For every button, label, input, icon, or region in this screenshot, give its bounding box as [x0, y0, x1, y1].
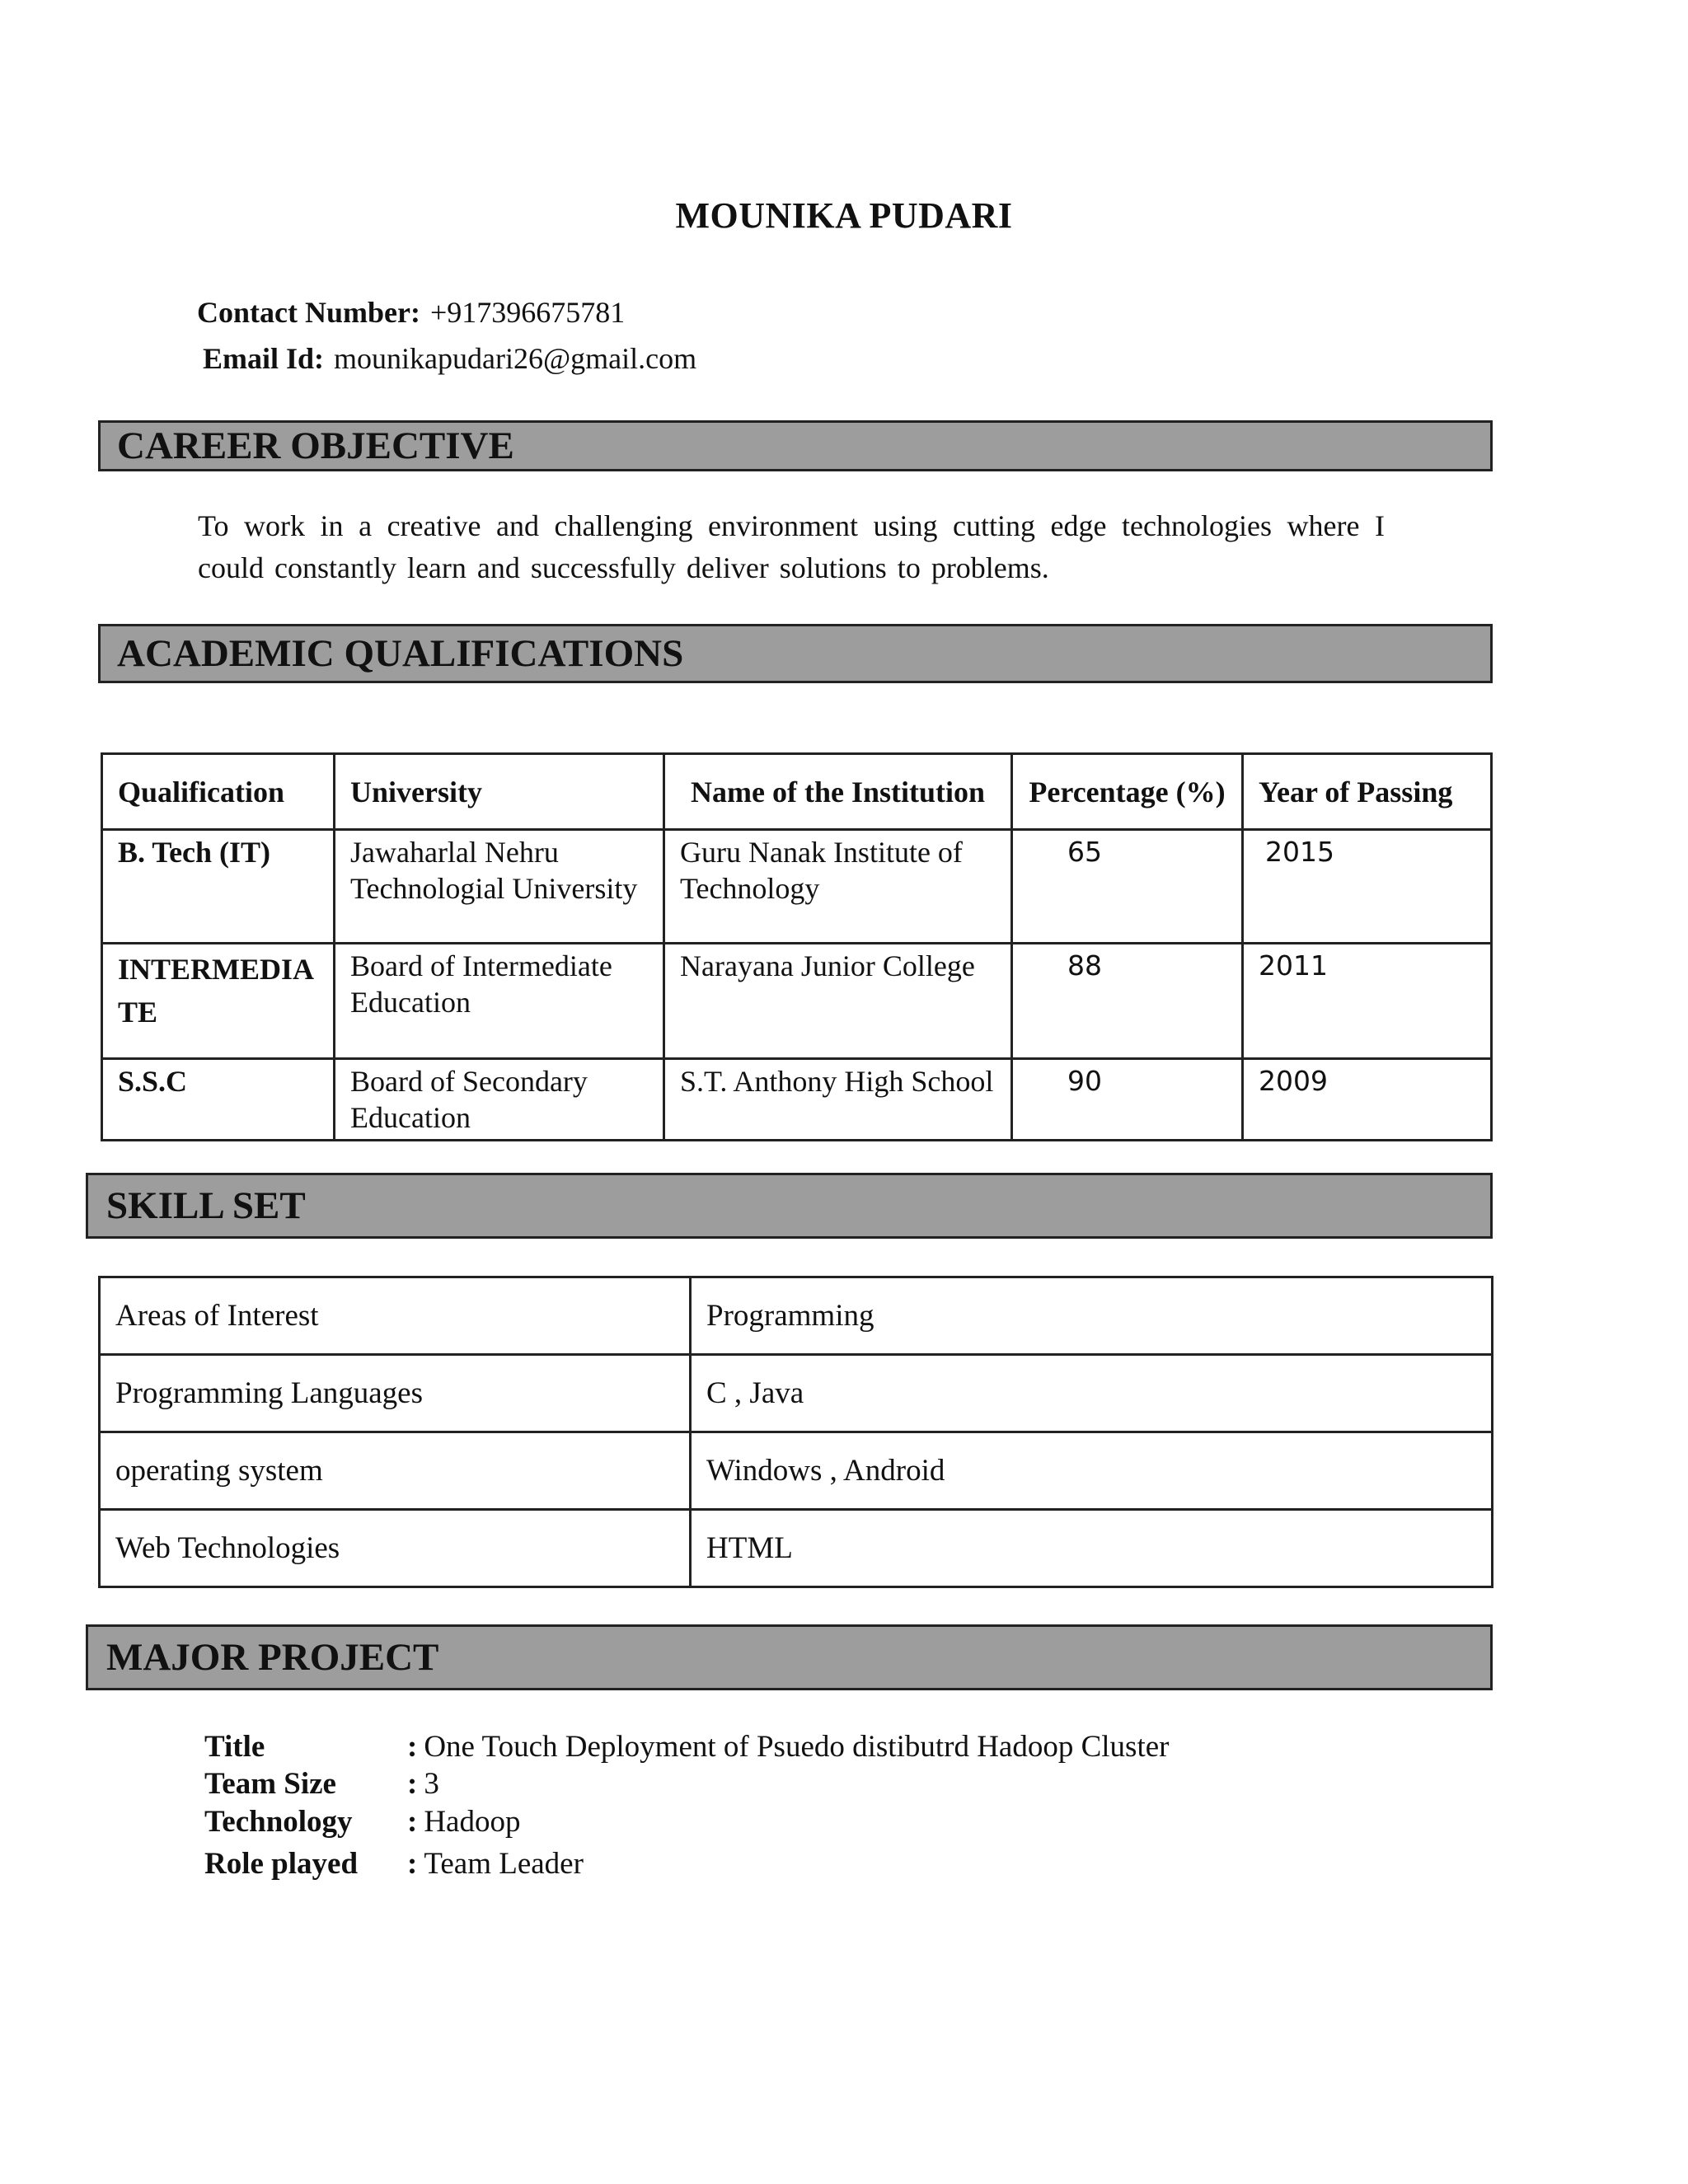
skill-category-cell: operating system	[100, 1432, 691, 1510]
skill-value-cell: Windows , Android	[691, 1432, 1493, 1510]
year-cell: 2015	[1243, 830, 1492, 944]
skill-category-cell: Programming Languages	[100, 1355, 691, 1432]
project-team-size-label: Team Size	[204, 1767, 336, 1801]
section-skill-set: SKILL SET	[86, 1173, 1493, 1239]
email-value: mounikapudari26@gmail.com	[334, 342, 697, 375]
separator: :	[407, 1847, 418, 1881]
project-role-label: Role played	[204, 1847, 359, 1881]
institution-cell: Narayana Junior College	[664, 944, 1012, 1059]
skill-category-cell: Web Technologies	[100, 1510, 691, 1587]
header-year-of-passing: Year of Passing	[1243, 754, 1492, 830]
university-cell: Board of Secondary Education	[335, 1059, 664, 1141]
skill-category-cell: Areas of Interest	[100, 1277, 691, 1355]
institution-cell: S.T. Anthony High School	[664, 1059, 1012, 1141]
section-major-project: MAJOR PROJECT	[86, 1624, 1493, 1690]
table-row	[102, 1059, 1492, 1141]
contact-number-label: Contact Number:	[197, 296, 420, 329]
skill-value-cell: HTML	[691, 1510, 1493, 1587]
skill-value-cell: C , Java	[691, 1355, 1493, 1432]
resume-name: MOUNIKA PUDARI	[675, 195, 1013, 236]
project-role-value: Team Leader	[424, 1847, 584, 1881]
project-role-row	[0, 1846, 1688, 1884]
skill-value-cell: Programming	[691, 1277, 1493, 1355]
separator: :	[407, 1730, 418, 1764]
table-row	[100, 1510, 1493, 1587]
career-objective-text: To work in a creative and challenging environment using cutting edge technologies where I could constantly learn and successfully deliver solutions to problems.	[198, 509, 1385, 584]
university-cell: Board of Intermediate Education	[335, 944, 664, 1059]
contact-number-value: +917396675781	[429, 296, 626, 329]
header-university: University	[335, 754, 664, 830]
section-academic-qualifications: ACADEMIC QUALIFICATIONS	[98, 624, 1493, 683]
institution-cell: Guru Nanak Institute of Technology	[664, 830, 1012, 944]
academic-table	[101, 752, 1493, 1141]
header-percentage: Percentage (%)	[1012, 754, 1243, 830]
project-title-row	[0, 1729, 1688, 1767]
email-label: Email Id:	[203, 342, 325, 375]
qualification-cell: S.S.C	[102, 1059, 335, 1141]
year-cell: 2011	[1243, 944, 1492, 1059]
project-team-size-value: 3	[424, 1767, 439, 1801]
table-row	[100, 1432, 1493, 1510]
academic-header-row	[102, 754, 1492, 830]
email-line	[203, 341, 696, 376]
header-institution: Name of the Institution	[664, 754, 1012, 830]
percentage-cell: 88	[1012, 944, 1243, 1059]
section-career-objective: CAREER OBJECTIVE	[98, 420, 1493, 471]
project-technology-label: Technology	[204, 1805, 353, 1839]
qualification-cell: INTERMEDIATE	[102, 944, 335, 1059]
percentage-cell: 65	[1012, 830, 1243, 944]
skills-table	[98, 1276, 1493, 1588]
project-title-value: One Touch Deployment of Psuedo distibutrd Hadoop Cluster	[424, 1730, 1170, 1764]
project-technology-row	[0, 1804, 1688, 1842]
project-title-label: Title	[204, 1730, 265, 1764]
qualification-cell: B. Tech (IT)	[102, 830, 335, 944]
table-row	[102, 944, 1492, 1059]
header-qualification: Qualification	[102, 754, 335, 830]
year-cell: 2009	[1243, 1059, 1492, 1141]
percentage-cell: 90	[1012, 1059, 1243, 1141]
project-team-size-row	[0, 1766, 1688, 1804]
contact-number-line	[197, 295, 625, 330]
separator: :	[407, 1805, 418, 1839]
table-row	[100, 1277, 1493, 1355]
separator: :	[407, 1767, 418, 1801]
project-technology-value: Hadoop	[424, 1805, 521, 1839]
table-row	[100, 1355, 1493, 1432]
table-row	[102, 830, 1492, 944]
university-cell: Jawaharlal Nehru Technologial University	[335, 830, 664, 944]
